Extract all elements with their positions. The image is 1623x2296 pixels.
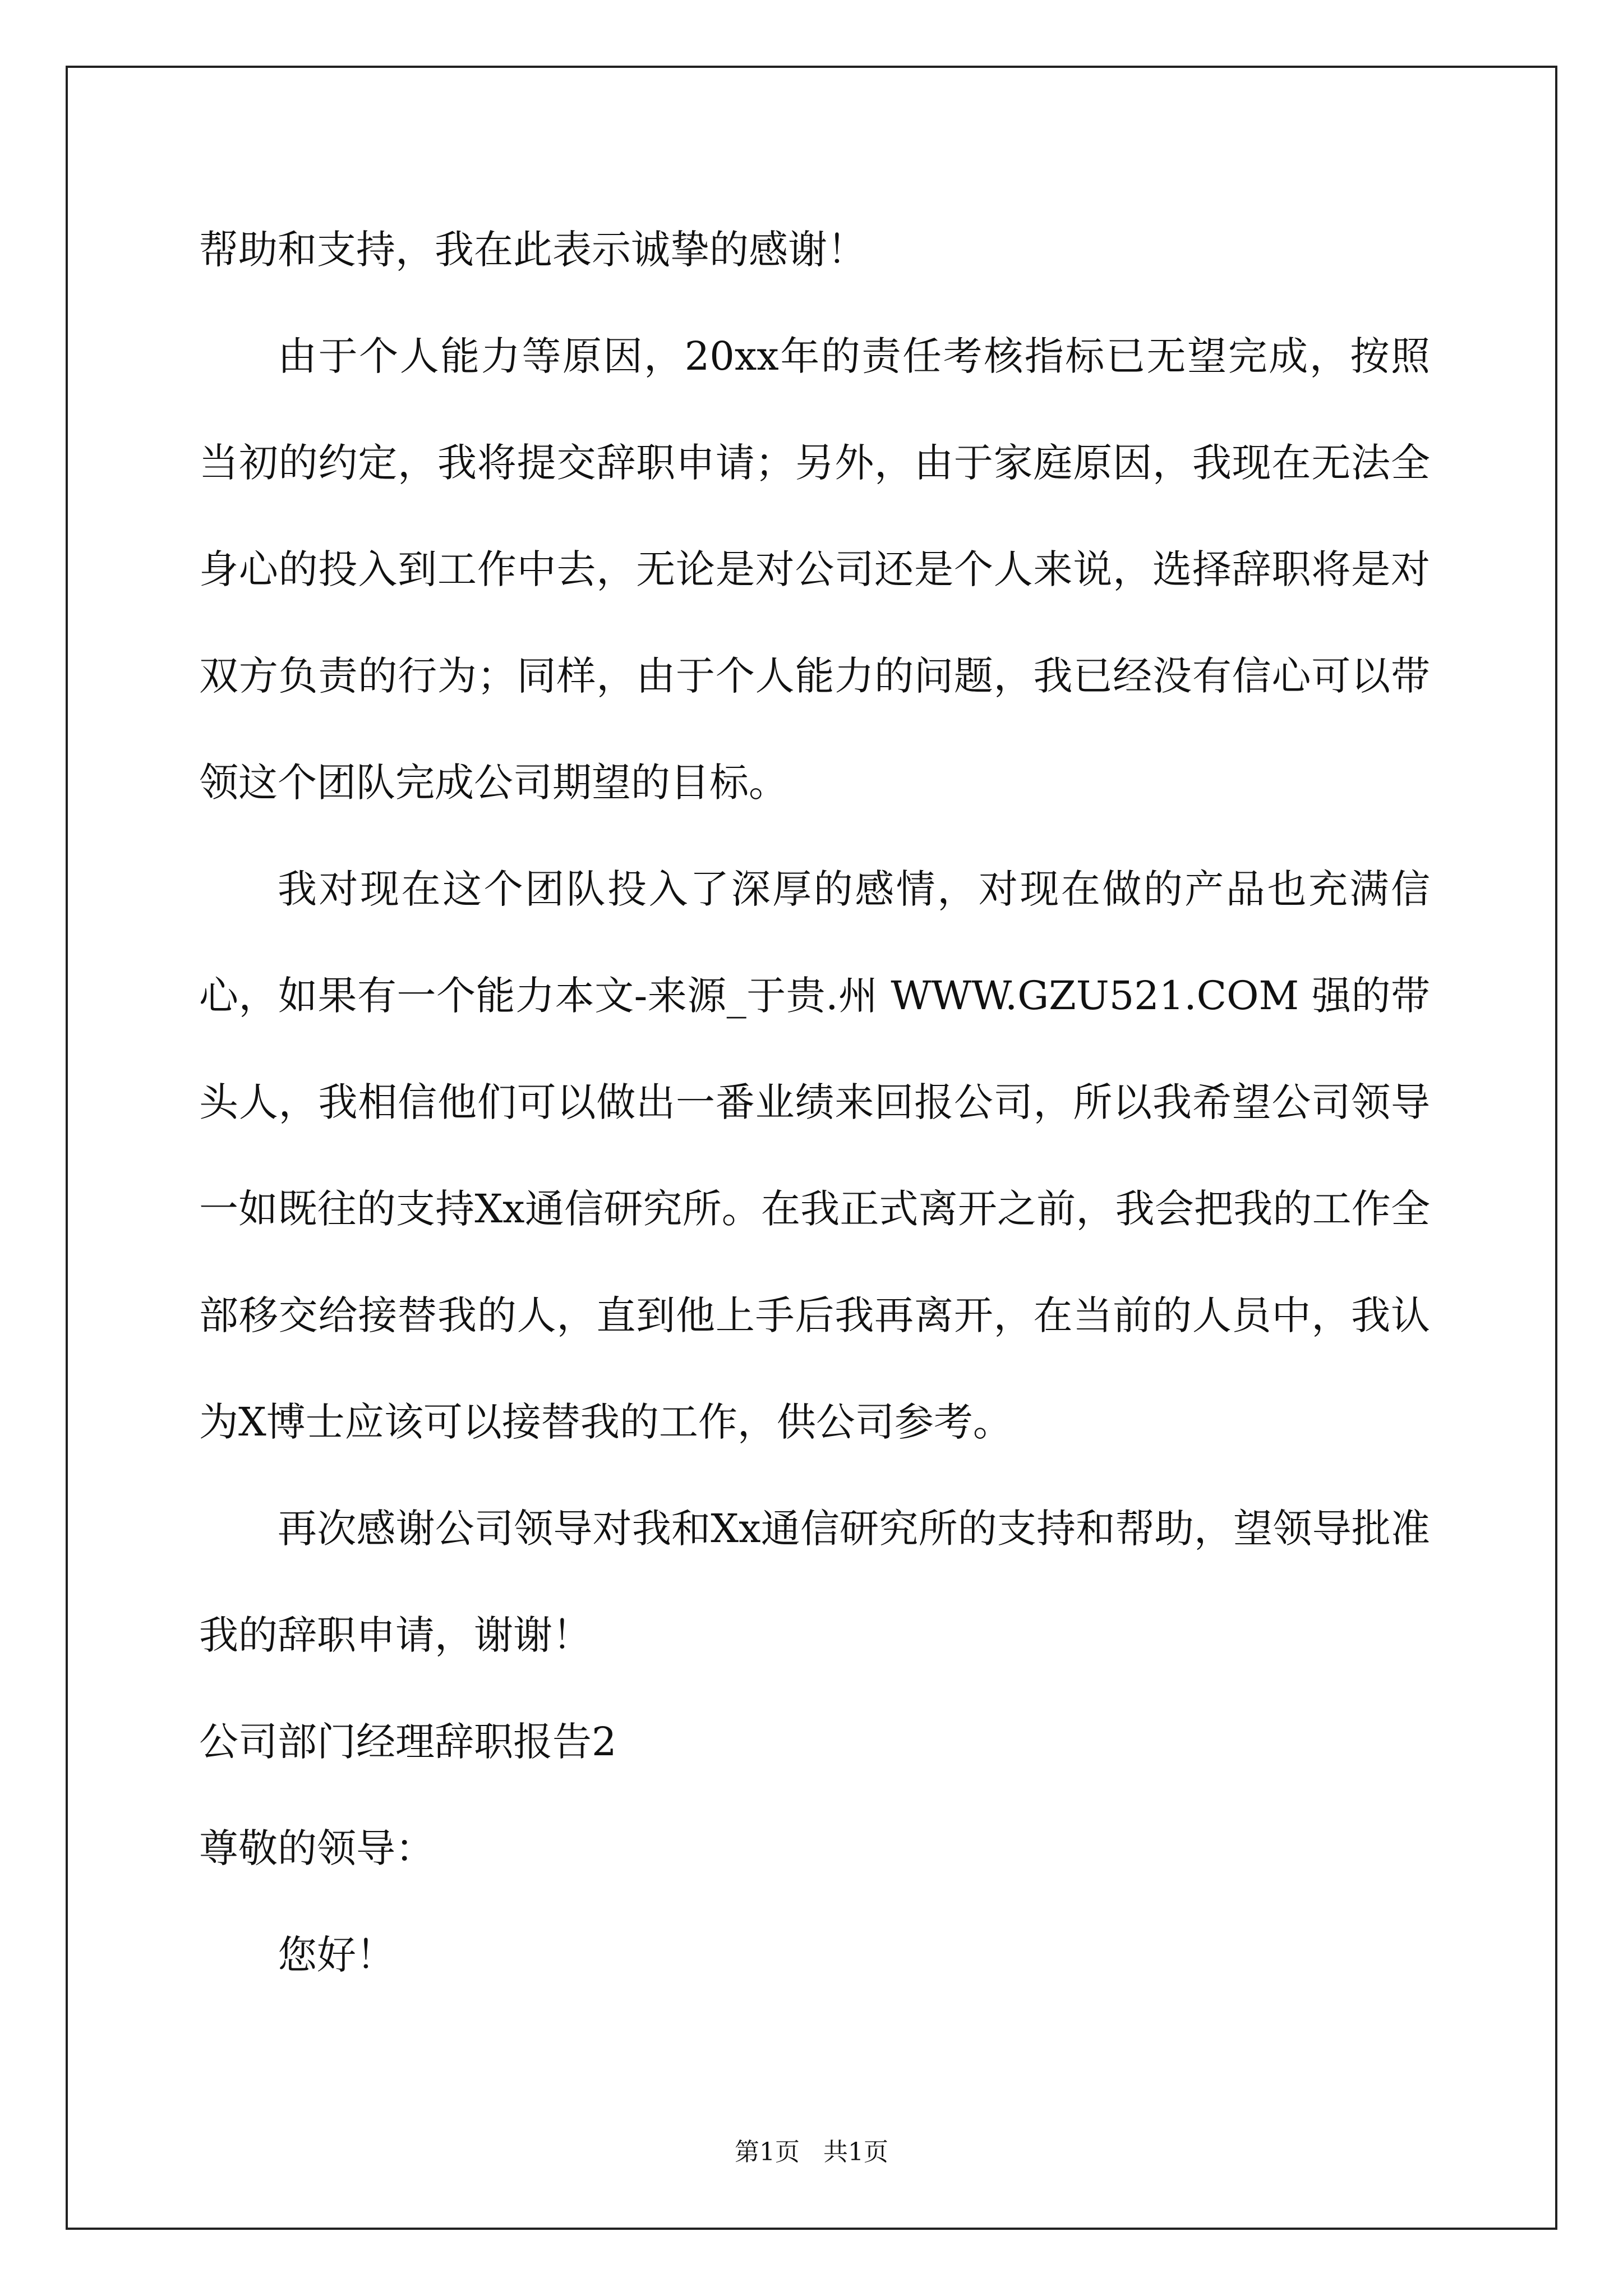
section-heading: 公司部门经理辞职报告2 [199, 1719, 617, 1765]
page-footer [0, 2132, 1623, 2168]
paragraph-4: 再次感谢公司领导对我和Xx通信研究所的支持和帮助，望领导批准我的辞职申请，谢谢！ [199, 1506, 1430, 1658]
salutation: 尊敬的领导： [199, 1825, 435, 1871]
greeting: 您好！ [278, 1932, 395, 1978]
document-body [199, 196, 1430, 2008]
page-number: 第1页 [735, 2138, 800, 2166]
paragraph-2: 由于个人能力等原因，20xx年的责任考核指标已无望完成，按照当初的约定，我将提交辞职申请；另外，由于家庭原因，我现在无法全身心的投入到工作中去，无论是对公司还是个人来说，选择辞职将是对双方负责的行为；同样，由于个人能力的问题，我已经没有信心可以带领这个团队完成公司期望的目标。 [199, 333, 1430, 806]
page-count: 共1页 [823, 2138, 888, 2166]
paragraph-3: 我对现在这个团队投入了深厚的感情，对现在做的产品也充满信心，如果有一个能力本文-来源_于贵.州 WWW.GZU521.COM 强的带头人，我相信他们可以做出一番业绩来回报公司，所以我希望公司领导一如既往的支持Xx通信研究所。在我正式离开之前，我会把我的工作全部移交给接替我的人，直到他上手后我再离开，在当前的人员中，我认为X博士应该可以接替我的工作，供公司参考。 [199, 866, 1430, 1445]
paragraph-1: 帮助和支持，我在此表示诚挚的感谢！ [199, 227, 866, 273]
